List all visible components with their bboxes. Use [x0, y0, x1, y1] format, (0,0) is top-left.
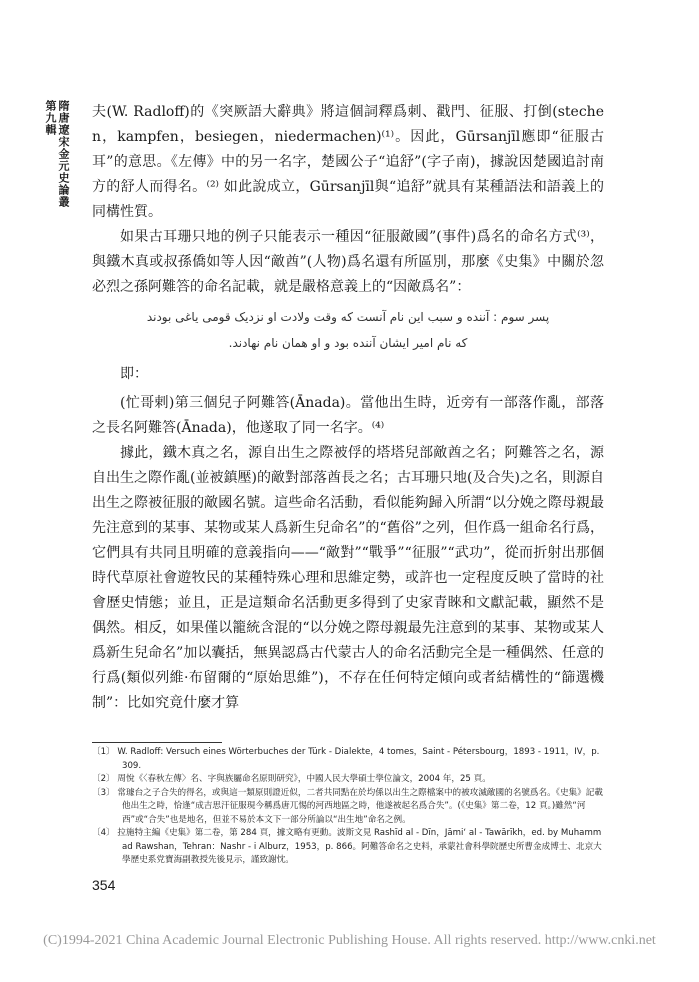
footnotes: [92, 746, 604, 868]
persian-line-1: پسر سوم : آننده و سبب این نام آنست که وقت ولادت او نزدیک قومی یاغی بودند: [146, 310, 550, 324]
running-head-issue: 第九輯: [44, 100, 57, 136]
paragraph-quote: (忙哥剌)第三個兒子阿難答(Ānada)。當他出生時，近旁有一部落作亂，部落之長名阿難答(Ānada)，他遂取了同一名字。⁽⁴⁾: [92, 395, 604, 436]
footnote-3: 〔3〕 常璩台之子合失的得名，或與這一類原則證近似，二者共同點在於均係以出生之際檔案中的被攻滅敵國的名號爲名。《史集》記載他出生之時，恰逢“成吉思汗征服現今稱爲唐兀惕的河西地區之時，他遂被起名爲合失”。(《史集》第二卷，12 頁。)雖然“河西”或“合失”也是地名，但並不易於本文下一部分所論以“出生地”命名之例。: [92, 787, 603, 825]
paragraph-4: 據此，鐵木真之名，源自出生之際被俘的塔塔兒部敵酋之名；阿難答之名，源自出生之際作亂(並被鎮壓)的敵對部落酋長之名；古耳珊只地(及合失)之名，則源自出生之際被征服的敵國名號。這些命名活動，看似能夠歸入所謂“以分娩之際母親最先注意到的某事、某物或某人爲新生兒命名”的“舊俗”之列，但作爲一組命名行爲，它們具有共同且明確的意義指向——“敵對”“戰爭”“征服”“武功”，從而折射出那個時代草原社會遊牧民的某種特殊心理和思維定勢，或許也一定程度反映了當時的社會歷史情態；並且，正是這類命名活動更多得到了史家青睞和文獻記載，顯然不是偶然。相反，如果僅以籠統含混的“以分娩之際母親最先注意到的某事、某物或某人爲新生兒命名”加以囊括，無異認爲古代蒙古人的命名活動完全是一種偶然、任意的行爲(類似列維·布留爾的“原始思維”)，不存在任何特定傾向或者結構性的“篩選機制”：比如究竟什麼才算: [92, 445, 604, 711]
persian-quote: [92, 304, 604, 356]
page-number: 354: [92, 877, 116, 893]
footnote-2: 〔2〕 周悅《〈春秋左傳〉名、字與族屬命名原則研究》，中國人民大學碩士學位論文，2004 年，25 頁。: [92, 774, 491, 784]
persian-line-2: که نام امیر ایشان آننده بود و او همان نام نهادند.: [228, 336, 468, 350]
footnote-1: 〔1〕 W. Radloff: Versuch eines Wörterbuches der Türk - Dialekte，4 tomes，Saint - Pétersbourg，1893 - 1911，IV，p. 309.: [92, 747, 600, 771]
paragraph-1: 夫(W. Radloff)的《突厥語大辭典》將這個詞釋爲刺、戳門、征服、打倒(stechen，kampfen，besiegen，niedermachen)⁽¹⁾。因此，Gūrsanjīl應即“征服古耳”的意思。《左傳》中的另一名字，楚國公子“追舒”(字子南)，據說因楚國追討南方的舒人而得名。⁽²⁾ 如此說成立，Gūrsanjīl與“追舒”就具有某種語法和語義上的同構性質。: [92, 104, 604, 220]
paragraph-2: 如果古耳珊只地的例子只能表示一種因“征服敵國”(事件)爲名的命名方式⁽³⁾，與鐵木真或叔孫僑如等人因“敵酋”(人物)爲名還有所區別，那麼《史集》中關於忽必烈之孫阿難答的命名記載，就是嚴格意義上的“因敵爲名”：: [92, 229, 604, 295]
footnote-rule: [92, 742, 222, 743]
copyright-footer: (C)1994-2021 China Academic Journal Electronic Publishing House. All rights reserved. http://www.cnki.net: [43, 933, 656, 948]
paragraph-ji: 即：: [120, 366, 148, 382]
running-head: [44, 100, 70, 208]
footnote-4: 〔4〕 拉施特主編《史集》第二卷，第 284 頁，據文略有更動。波斯文見 Rashīd al - Dīn，Jāmi‘ al - Tawārīkh，ed. by Muhammad Rawshan，Tehran：Nashr - i Alburz，1953，p. 866。阿難答命名之史料，承蒙社會科學院歷史所曹金成博士、北京大學歷史系党寶海副教授先後見示，謹致謝忱。: [92, 828, 602, 865]
main-text: [92, 100, 604, 716]
running-head-journal: 隋唐遼宋金元史論叢: [57, 100, 70, 208]
